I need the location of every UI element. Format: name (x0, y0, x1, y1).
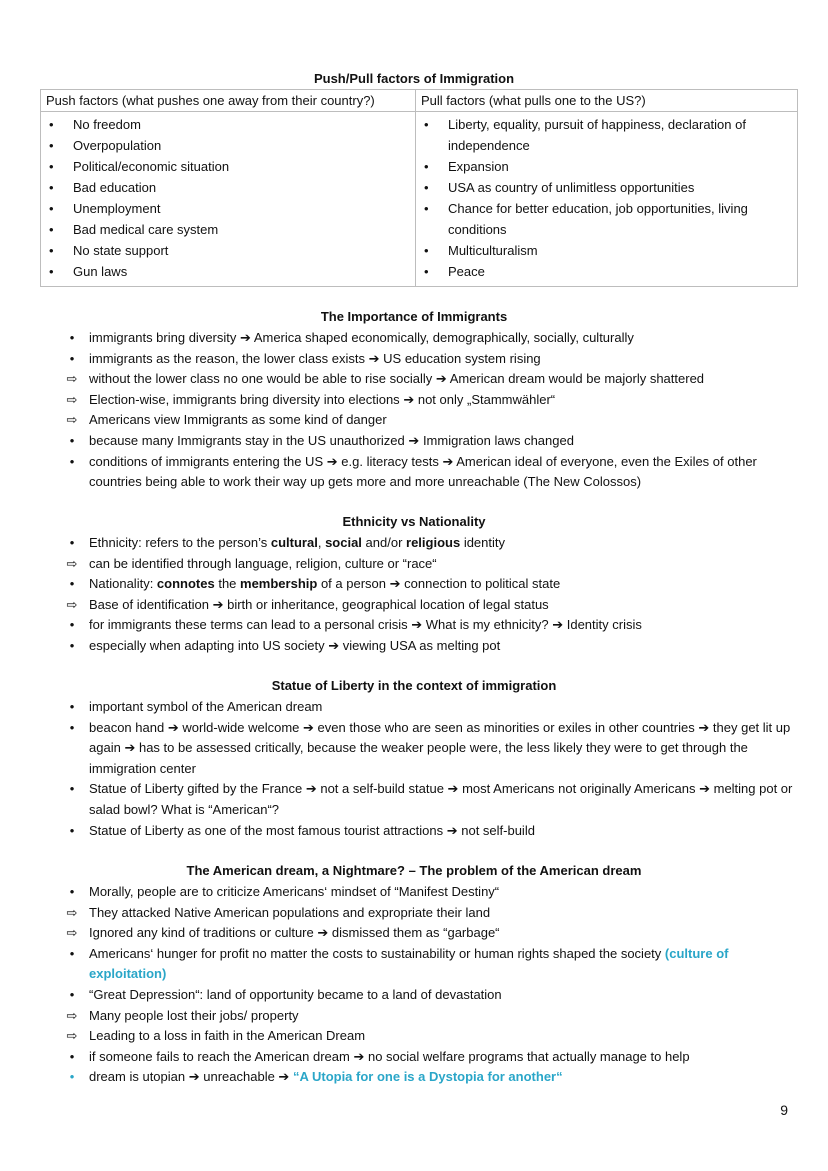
item-text: American dream would be majorly shattered (449, 371, 705, 387)
item-text: for immigrants these terms can lead to a personal crisis (89, 617, 412, 633)
arrow-list-item (62, 410, 798, 431)
liberty-title: Statue of Liberty in the context of immigration (271, 678, 557, 693)
item-text: immigrants bring diversity (89, 330, 237, 345)
bold-text: cultural (270, 535, 318, 550)
arrow-bullet-icon: ⇨ (66, 596, 78, 612)
importance-list (62, 328, 798, 493)
arrow-icon: ➔ (447, 781, 459, 797)
pull-factor-item: • Peace (421, 261, 792, 282)
arrow-icon: ➔ (368, 350, 380, 366)
item-text: Statue of Liberty as one of the most famous tourist attractions (89, 822, 444, 838)
bullet-list-item (62, 636, 798, 657)
item-text: they get lit up again (89, 719, 791, 756)
arrow-bullet-icon: ⇨ (66, 925, 78, 941)
bullet-list-item (62, 1067, 798, 1088)
bullet-icon: • (69, 719, 75, 735)
arrow-icon: ➔ (353, 1048, 365, 1064)
item-text: dream is utopian (89, 1069, 189, 1085)
liberty-section (62, 697, 798, 841)
bullet-icon: • (69, 781, 75, 797)
arrow-icon: ➔ (188, 1069, 200, 1085)
bullet-list-item (62, 452, 798, 493)
bullet-icon: • (69, 945, 75, 961)
arrow-icon: ➔ (326, 453, 338, 469)
arrow-list-item (62, 903, 798, 924)
push-cell (41, 112, 416, 287)
pull-factor-item: • Multiculturalism (421, 240, 792, 261)
arrow-bullet-icon: ⇨ (66, 391, 78, 407)
arrow-list-item (62, 369, 798, 390)
arrow-icon: ➔ (167, 719, 179, 735)
arrow-icon: ➔ (442, 453, 454, 469)
arrow-icon: ➔ (408, 432, 420, 448)
arrow-bullet-icon: ⇨ (66, 371, 78, 387)
item-text: Morally, people are to criticize Americans‘ mindset of “Manifest Destiny“ (89, 884, 500, 899)
bullet-list-item (62, 821, 798, 842)
item-text: Americans‘ hunger for profit no matter the costs to sustainability or human rights shaped the society (89, 945, 665, 961)
bold-text: religious (406, 535, 461, 550)
item-text: Base of identification (89, 596, 213, 612)
bullet-icon: • (69, 699, 75, 714)
item-text: unreachable (199, 1069, 279, 1085)
arrow-icon: ➔ (305, 781, 317, 797)
arrow-icon: ➔ (328, 637, 340, 653)
bullet-list-item (62, 985, 798, 1006)
item-text: “Great Depression“: land of opportunity became to a land of devastation (89, 986, 502, 1002)
item-text: even those who are seen as minorities or exiles in other countries (317, 719, 695, 735)
item-text: because many Immigrants stay in the US unauthorized (89, 432, 405, 448)
bullet-list-item (62, 574, 798, 595)
push-factor-item: • Bad medical care system (46, 219, 410, 240)
item-text: not only „Stammwähler“ (417, 391, 556, 407)
item-text: without the lower class no one would be able to rise socially (89, 371, 433, 387)
arrow-icon: ➔ (411, 617, 423, 633)
arrow-bullet-icon: ⇨ (66, 904, 78, 920)
dream-title: The American dream, a Nightmare? – The problem of the American dream (186, 863, 642, 878)
item-text: has to be assessed critically, because the weaker people were, the less likely they were to get through the immigration center (89, 740, 748, 776)
ethnicity-title: Ethnicity vs Nationality (342, 514, 486, 529)
pull-factor-item: • USA as country of unlimitless opportunities (421, 177, 792, 198)
bullet-icon: • (69, 822, 75, 838)
push-factor-item: • No freedom (46, 114, 410, 135)
item-text: birth or inheritance, geographical location of legal status (223, 596, 549, 612)
item-text: US education system rising (383, 350, 541, 366)
item-text: not a self-build statue (320, 781, 444, 797)
bullet-list-item (62, 697, 798, 718)
bullet-icon: • (69, 617, 75, 633)
item-text: immigrants as the reason, the lower class exists (89, 350, 365, 366)
item-text: melting pot or salad bowl? What is “American“? (89, 781, 793, 817)
push-factor-item: • Gun laws (46, 261, 410, 282)
importance-section (62, 328, 798, 493)
arrow-icon: ➔ (446, 822, 458, 838)
item-text: the (214, 576, 241, 592)
bullet-list-item (62, 882, 798, 903)
item-text: and/or (361, 535, 407, 550)
bullet-list-item (62, 615, 798, 636)
item-text: They attacked Native American populations and expropriate their land (89, 904, 491, 920)
arrow-icon: ➔ (389, 576, 401, 592)
bullet-icon: • (69, 453, 75, 469)
bullet-list-item (62, 431, 798, 452)
arrow-bullet-icon: ⇨ (66, 1028, 78, 1044)
item-text: Americans view Immigrants as some kind of danger (89, 412, 387, 428)
highlight-text: (culture of exploitation) (89, 945, 729, 982)
item-text: Many people lost their jobs/ property (89, 1007, 299, 1023)
item-text: conditions of immigrants entering the US (89, 453, 324, 469)
item-text: dismissed them as “garbage“ (328, 925, 500, 941)
arrow-list-item (62, 595, 798, 616)
bullet-icon: • (69, 1069, 75, 1085)
item-text: beacon hand (89, 719, 165, 735)
item-text: Election-wise, immigrants bring diversity into elections (89, 391, 400, 407)
item-text: viewing USA as melting pot (339, 637, 501, 653)
push-factor-item: • Unemployment (46, 198, 410, 219)
arrow-icon: ➔ (124, 740, 136, 756)
bullet-icon: • (69, 350, 75, 366)
arrow-icon: ➔ (552, 617, 564, 633)
item-text: Nationality: (89, 576, 157, 592)
bullet-list-item (62, 718, 798, 780)
arrow-bullet-icon: ⇨ (66, 412, 78, 428)
arrow-icon: ➔ (212, 596, 224, 612)
arrow-list-item (62, 1006, 798, 1027)
arrow-icon: ➔ (698, 719, 710, 735)
highlight-text: “A Utopia for one is a Dystopia for another“ (292, 1069, 563, 1085)
arrow-icon: ➔ (435, 371, 447, 387)
item-text: important symbol of the American dream (89, 699, 323, 714)
bold-text: membership (240, 576, 318, 592)
pull-cell (416, 112, 798, 287)
pull-factor-item: • Liberty, equality, pursuit of happiness, declaration of independence (421, 114, 792, 156)
push-pull-table (40, 89, 798, 287)
push-factor-item: • Political/economic situation (46, 156, 410, 177)
bullet-icon: • (69, 637, 75, 653)
importance-title: The Importance of Immigrants (320, 309, 508, 324)
arrow-bullet-icon: ⇨ (66, 1007, 78, 1023)
arrow-bullet-icon: ⇨ (66, 555, 78, 571)
arrow-list-item (62, 390, 798, 411)
table-title: Push/Pull factors of Immigration (313, 71, 515, 86)
dream-list (62, 882, 798, 1088)
bullet-icon: • (69, 576, 75, 592)
item-text: if someone fails to reach the American dream (89, 1048, 354, 1064)
arrow-icon: ➔ (699, 781, 710, 797)
bullet-list-item (62, 349, 798, 370)
bullet-list-item (62, 328, 798, 349)
push-header: Push factors (what pushes one away from their country?) (41, 90, 416, 112)
arrow-list-item (62, 1026, 798, 1047)
item-text: What is my ethnicity? (422, 617, 553, 633)
item-text: Ethnicity: refers to the person’s (89, 535, 271, 550)
push-factor-item: • Bad education (46, 177, 410, 198)
bullet-list-item (62, 533, 798, 554)
pull-header: Pull factors (what pulls one to the US?) (416, 90, 798, 112)
item-text: Ignored any kind of traditions or culture (89, 925, 318, 941)
item-text: world-wide welcome (182, 719, 300, 735)
arrow-icon: ➔ (317, 925, 329, 941)
item-text: most Americans not originally Americans (462, 781, 696, 797)
item-text: Immigration laws changed (422, 432, 574, 448)
arrow-icon: ➔ (303, 719, 314, 735)
arrow-icon: ➔ (240, 330, 251, 345)
page-number: 9 (780, 1102, 788, 1118)
bullet-icon: • (69, 986, 75, 1002)
bullet-list-item (62, 779, 798, 820)
bullet-icon: • (69, 535, 75, 550)
pull-list (421, 114, 792, 282)
bold-text: social (325, 535, 362, 550)
push-list (46, 114, 410, 282)
ethnicity-section (62, 533, 798, 657)
bullet-list-item (62, 944, 798, 985)
item-text: can be identified through language, religion, culture or “race“ (89, 555, 437, 571)
item-text: Identity crisis (563, 617, 642, 633)
bullet-icon: • (69, 884, 75, 899)
item-text: especially when adapting into US society (89, 637, 329, 653)
bold-text: connotes (156, 576, 215, 592)
pull-factor-item: • Chance for better education, job opportunities, living conditions (421, 198, 792, 240)
item-text: Leading to a loss in faith in the American Dream (89, 1028, 366, 1044)
bullet-icon: • (69, 432, 75, 448)
item-text: e.g. literacy tests (341, 453, 439, 469)
bullet-icon: • (69, 330, 75, 345)
arrow-list-item (62, 554, 798, 575)
dream-section (62, 882, 798, 1088)
push-factor-item: • Overpopulation (46, 135, 410, 156)
item-text: no social welfare programs that actually manage to help (364, 1048, 690, 1064)
arrow-icon: ➔ (403, 391, 415, 407)
arrow-icon: ➔ (278, 1069, 290, 1085)
item-text: , (317, 535, 326, 550)
arrow-list-item (62, 923, 798, 944)
item-text: America shaped economically, demographically, socially, culturally (253, 330, 634, 345)
ethnicity-list (62, 533, 798, 657)
bullet-list-item (62, 1047, 798, 1068)
bullet-icon: • (69, 1048, 75, 1064)
item-text: connection to political state (400, 576, 561, 592)
item-text: Statue of Liberty gifted by the France (89, 781, 303, 797)
liberty-list (62, 697, 798, 841)
item-text: American ideal of everyone, even the Exiles of other countries being able to work their way up gets more and more unreachable (The New Colossos) (89, 453, 757, 490)
pull-factor-item: • Expansion (421, 156, 792, 177)
item-text: not self-build (461, 822, 535, 838)
item-text: identity (460, 535, 506, 550)
item-text: of a person (317, 576, 390, 592)
push-factor-item: • No state support (46, 240, 410, 261)
